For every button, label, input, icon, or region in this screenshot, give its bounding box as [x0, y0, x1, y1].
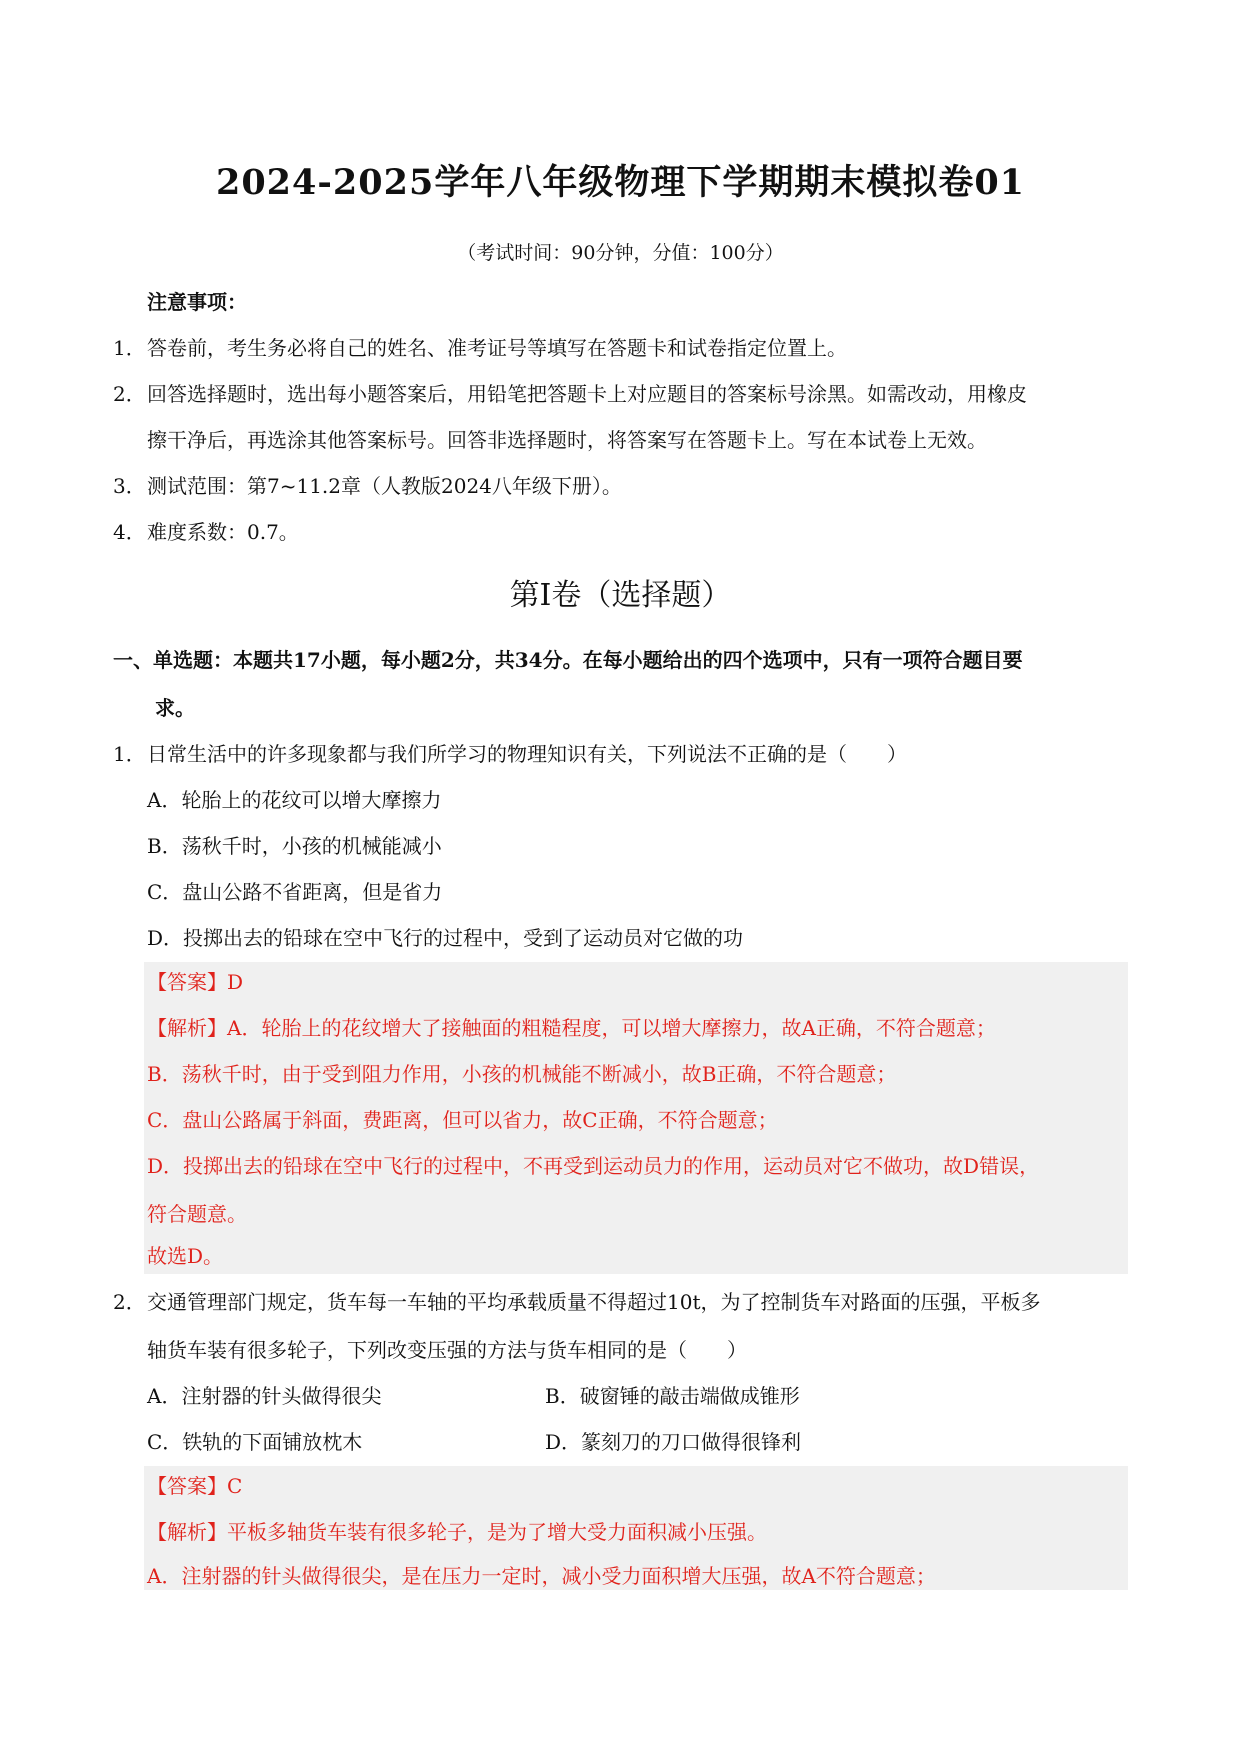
notice-item-2-text-cont: 擦干净后，再选涂其他答案标号。回答非选择题时，将答案写在答题卡上。写在本试卷上无效。	[147, 428, 987, 452]
question-2-option-a: A．注射器的针头做得很尖	[147, 1384, 382, 1408]
question-1-analysis-line: 符合题意。	[147, 1202, 247, 1226]
question-2-option-d: D．篆刻刀的刀口做得很锋利	[545, 1430, 802, 1454]
section-title: 第Ⅰ卷（选择题）	[509, 578, 732, 613]
question-2-analysis-line: 【解析】平板多轴货车装有很多轮子，是为了增大受力面积减小压强。	[147, 1520, 767, 1544]
question-2-number: 2．	[113, 1290, 146, 1314]
question-1-option-b: B．荡秋千时，小孩的机械能减小	[147, 834, 442, 858]
notice-item-1-num: 1．	[113, 336, 146, 360]
question-1-option-a: A．轮胎上的花纹可以增大摩擦力	[147, 788, 442, 812]
notice-item-2-text: 回答选择题时，选出每小题答案后，用铅笔把答题卡上对应题目的答案标号涂黑。如需改动，用橡皮	[147, 382, 1027, 406]
question-2-stem-cont: 轴货车装有很多轮子，下列改变压强的方法与货车相同的是（ ）	[147, 1338, 747, 1362]
question-1-analysis-line: D．投掷出去的铅球在空中飞行的过程中，不再受到运动员力的作用，运动员对它不做功，故D错误，	[147, 1154, 1040, 1178]
question-1-analysis-line: 【解析】A．轮胎上的花纹增大了接触面的粗糙程度，可以增大摩擦力，故A正确，不符合题意；	[147, 1016, 996, 1040]
notice-item-4-num: 4．	[113, 520, 146, 544]
page-title: 2024-2025学年八年级物理下学期期末模拟卷01	[215, 162, 1026, 203]
question-2-option-c: C．铁轨的下面铺放枕木	[147, 1430, 363, 1454]
question-2-answer: 【答案】C	[147, 1474, 243, 1498]
question-1-option-d: D．投掷出去的铅球在空中飞行的过程中，受到了运动员对它做的功	[147, 926, 744, 950]
question-1-analysis-line: C．盘山公路属于斜面，费距离，但可以省力，故C正确，不符合题意；	[147, 1108, 778, 1132]
question-1-option-c: C．盘山公路不省距离，但是省力	[147, 880, 443, 904]
part-one-heading-cont: 求。	[155, 696, 195, 720]
question-2-option-b: B．破窗锤的敲击端做成锥形	[545, 1384, 800, 1408]
notice-item-3-num: 3．	[113, 474, 146, 498]
question-1-stem: 日常生活中的许多现象都与我们所学习的物理知识有关，下列说法不正确的是（ ）	[147, 742, 907, 766]
notice-item-4-text: 难度系数：0.7。	[147, 520, 299, 544]
part-one-heading: 一、单选题：本题共17小题，每小题2分，共34分。在每小题给出的四个选项中，只有一项符合题目要	[113, 648, 1023, 672]
question-1-number: 1．	[113, 742, 146, 766]
question-2-stem: 交通管理部门规定，货车每一车轴的平均承载质量不得超过10t，为了控制货车对路面的压强，平板多	[147, 1290, 1041, 1314]
question-1-analysis-line: B．荡秋千时，由于受到阻力作用，小孩的机械能不断减小，故B正确，不符合题意；	[147, 1062, 897, 1086]
notice-heading: 注意事项：	[147, 290, 247, 314]
question-2-analysis-line: A．注射器的针头做得很尖，是在压力一定时，减小受力面积增大压强，故A不符合题意；	[147, 1564, 936, 1588]
notice-item-3-text: 测试范围：第7~11.2章（人教版2024八年级下册）。	[147, 474, 622, 498]
question-1-analysis-line: 故选D。	[147, 1244, 224, 1268]
notice-item-2-num: 2．	[113, 382, 146, 406]
exam-info: （考试时间：90分钟，分值：100分）	[457, 242, 784, 264]
question-1-answer: 【答案】D	[147, 970, 244, 994]
notice-item-1-text: 答卷前，考生务必将自己的姓名、准考证号等填写在答题卡和试卷指定位置上。	[147, 336, 847, 360]
